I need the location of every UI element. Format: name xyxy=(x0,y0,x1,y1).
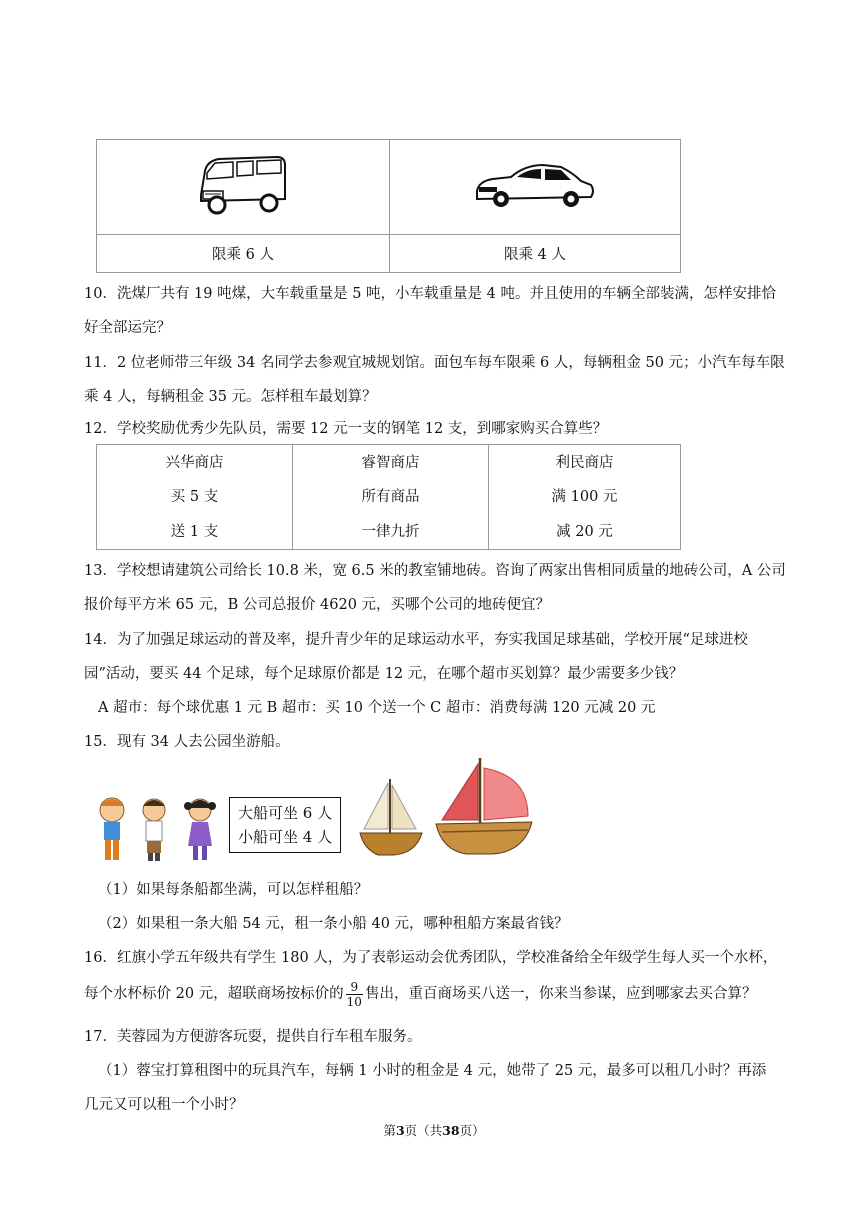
page-footer: 第3页（共38页） xyxy=(383,1123,485,1138)
q16-line2-part1: 每个水杯标价 20 元，超联商场按标价的 xyxy=(84,986,344,1002)
shop-name-ruizhi: 睿智商店 xyxy=(293,445,489,479)
girl-purple-icon xyxy=(184,799,216,860)
boy-orange-icon xyxy=(100,798,124,860)
shop-offer-ruizhi-2: 一律九折 xyxy=(293,513,489,550)
shop-name-xinghua: 兴华商店 xyxy=(97,445,293,479)
total-pages: 38 xyxy=(442,1123,460,1138)
big-boat-icon xyxy=(432,754,536,858)
boat-capacity-box xyxy=(229,797,341,853)
page-number: 3 xyxy=(395,1123,405,1138)
shop-offer-xinghua-2: 送 1 支 xyxy=(97,513,293,550)
van-capacity: 限乘 6 人 xyxy=(97,235,390,273)
q12-line1: 12．学校奖励优秀少先队员，需要 12 元一支的钢笔 12 支，到哪家购买合算些？ xyxy=(84,421,608,437)
q14-line1: 14．为了加强足球运动的普及率，提升青少年的足球运动水平，夯实我国足球基础，学校开展“足球进校 xyxy=(84,632,748,648)
q16-line1: 16．红旗小学五年级共有学生 180 人，为了表彰运动会优秀团队，学校准备给全年级学生每人买一个水杯， xyxy=(84,950,778,966)
q17-line1: 17．芙蓉园为方便游客玩耍，提供自行车租车服务。 xyxy=(84,1029,422,1045)
shop-table xyxy=(96,444,681,550)
q13-line2: 报价每平方米 65 元，B 公司总报价 4620 元，买哪个公司的地砖便宜？ xyxy=(84,597,551,613)
shop-name-limin: 利民商店 xyxy=(489,445,681,479)
shop-offer-limin-2: 减 20 元 xyxy=(489,513,681,550)
van-image-cell xyxy=(97,140,390,235)
q14-line2: 园”活动，要买 44 个足球，每个足球原价都是 12 元，在哪个超市买划算？最少需要多少钱？ xyxy=(84,666,684,682)
q10-line1: 10．洗煤厂共有 19 吨煤，大车载重量是 5 吨，小车载重量是 4 吨。并且使用的车辆全部装满，怎样安排恰 xyxy=(84,286,777,302)
q15-sub1: （1）如果每条船都坐满，可以怎样租船？ xyxy=(98,882,369,898)
q10-line2: 好全部运完？ xyxy=(84,320,171,336)
car-image-cell xyxy=(390,140,681,235)
children-illustration xyxy=(96,794,220,866)
boy-brown-icon xyxy=(143,799,165,861)
vehicle-table xyxy=(96,139,681,273)
q11-line2: 乘 4 人，每辆租金 35 元。怎样租车最划算？ xyxy=(84,389,377,405)
q17-sub1-line2: 几元又可以租一个小时？ xyxy=(84,1097,244,1113)
q16-line2-part2: 售出，重百商场买八送一，你来当参谋，应到哪家去买合算？ xyxy=(364,986,757,1002)
shop-offer-xinghua-1: 买 5 支 xyxy=(97,479,293,513)
q15-line1: 15．现有 34 人去公园坐游船。 xyxy=(84,734,290,750)
shop-offer-limin-1: 满 100 元 xyxy=(489,479,681,513)
q13-line1: 13．学校想请建筑公司给长 10.8 米，宽 6.5 米的教室铺地砖。咨询了两家出售相同质量的地砖公司，A 公司 xyxy=(84,563,786,579)
small-boat-icon xyxy=(358,775,424,857)
q14-line3: A 超市：每个球优惠 1 元 B 超市：买 10 个送一个 C 超市：消费每满 120 元减 20 元 xyxy=(98,700,656,716)
nine-tenths-fraction: $\frac{9}{10}$ xyxy=(346,979,362,1009)
small-boat-capacity: 小船可坐 4 人 xyxy=(238,828,333,846)
car-icon xyxy=(473,159,597,211)
shop-offer-ruizhi-1: 所有商品 xyxy=(293,479,489,513)
car-capacity: 限乘 4 人 xyxy=(390,235,681,273)
q17-sub1-line1: （1）蓉宝打算租图中的玩具汽车，每辆 1 小时的租金是 4 元，她带了 25 元，最多可以租几小时？再添 xyxy=(98,1063,767,1079)
van-icon xyxy=(193,149,293,221)
q15-sub2: （2）如果租一条大船 54 元，租一条小船 40 元，哪种租船方案最省钱？ xyxy=(98,916,569,932)
q11-line1: 11．2 位老师带三年级 34 名同学去参观宜城规划馆。面包车每车限乘 6 人，每辆租金 50 元；小汽车每车限 xyxy=(84,355,785,371)
big-boat-capacity: 大船可坐 6 人 xyxy=(238,804,333,822)
q16-line2 xyxy=(84,974,756,1014)
